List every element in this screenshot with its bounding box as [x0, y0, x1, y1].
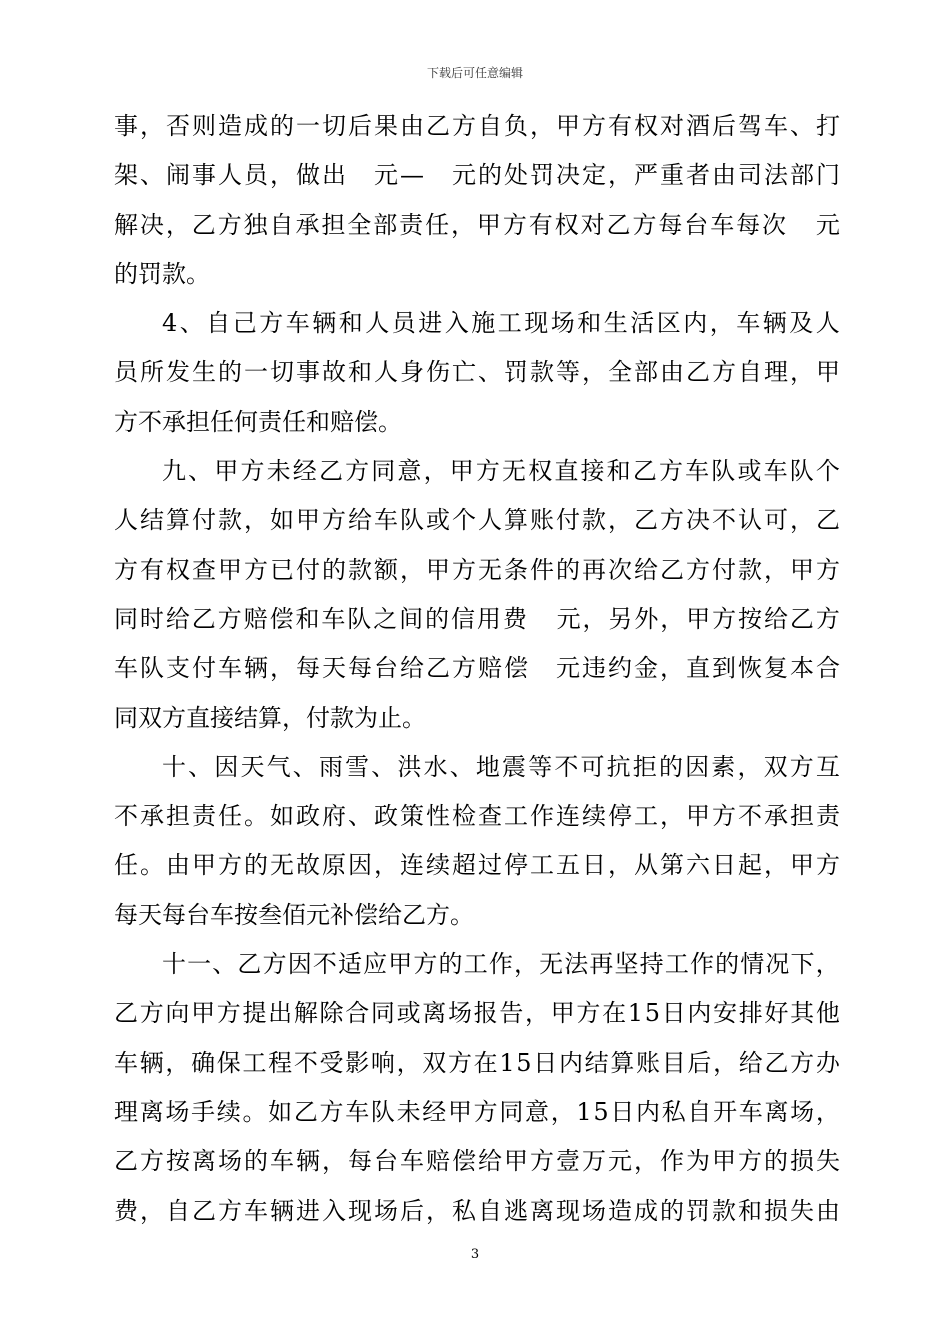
text-line: 架 、 闹 事 人 员 ， 做 出 元 — 元 的 处 罚 决 定 ， 严 重 者 由 司 法 部 门 [114, 161, 840, 190]
text-line: 方不承担任何责任和赔偿。 [114, 407, 402, 436]
text-line: 方 有 权 查 甲 方 已 付 的 款 额 ， 甲 方 无 条 件 的 再 次 给 乙 方 付 款 ， 甲 方 [114, 555, 840, 584]
text-line: 车 辆 ， 确 保 工 程 不 受 影 响 ， 双 方 在 1 5 日 内 结 算 账 目 后 ， 给 乙 方 办 [114, 1048, 840, 1077]
text-line: 同 时 给 乙 方 赔 偿 和 车 队 之 间 的 信 用 费 元 ， 另 外 ， 甲 方 按 给 乙 方 [114, 604, 840, 633]
text-line: 人 结 算 付 款 ， 如 甲 方 给 车 队 或 个 人 算 账 付 款 ， 乙 方 决 不 认 可 ， 乙 [114, 506, 840, 535]
text-line: 费 ， 自 乙 方 车 辆 进 入 现 场 后 ， 私 自 逃 离 现 场 造 成 的 罚 款 和 损 失 由 [114, 1196, 840, 1225]
text-line: 事 ， 否 则 造 成 的 一 切 后 果 由 乙 方 自 负 ， 甲 方 有 权 对 酒 后 驾 车 、 打 [114, 112, 840, 140]
text-line: 员 所 发 生 的 一 切 事 故 和 人 身 伤 亡 、 罚 款 等 ， 全 部 由 乙 方 自 理 ， 甲 [114, 358, 840, 387]
page-number: 3 [470, 1247, 480, 1262]
text-line: 不 承 担 责 任 。 如 政 府 、 政 策 性 检 查 工 作 连 续 停 工 ， 甲 方 不 承 担 责 [114, 802, 840, 831]
text-line: 十 一 、 乙 方 因 不 适 应 甲 方 的 工 作 ， 无 法 再 坚 持 工 作 的 情 况 下 ， [162, 950, 840, 979]
text-line: 每天每台车按叁佰元补偿给乙方。 [114, 900, 474, 929]
page-header: 下载后可任意编辑 [426, 66, 523, 80]
text-line: 的罚款。 [114, 259, 210, 288]
text-line: 解 决 ， 乙 方 独 自 承 担 全 部 责 任 ， 甲 方 有 权 对 乙 方 每 台 车 每 次 元 [114, 210, 840, 239]
text-line: 车 队 支 付 车 辆 ， 每 天 每 台 给 乙 方 赔 偿 元 违 约 金 ， 直 到 恢 复 本 合 [114, 654, 840, 683]
text-line: 九 、 甲 方 未 经 乙 方 同 意 ， 甲 方 无 权 直 接 和 乙 方 车 队 或 车 队 个 [162, 457, 840, 486]
text-line: 4 、 自 己 方 车 辆 和 人 员 进 入 施 工 现 场 和 生 活 区 内 ， 车 辆 及 人 [162, 309, 840, 338]
text-line: 同双方直接结算，付款为止。 [114, 703, 426, 732]
text-line: 十 、 因 天 气 、 雨 雪 、 洪 水 、 地 震 等 不 可 抗 拒 的 因 素 ， 双 方 互 [162, 752, 840, 781]
text-line: 乙 方 向 甲 方 提 出 解 除 合 同 或 离 场 报 告 ， 甲 方 在 1 5 日 内 安 排 好 其 他 [114, 999, 840, 1028]
text-line: 乙 方 按 离 场 的 车 辆 ， 每 台 车 赔 偿 给 甲 方 壹 万 元 ， 作 为 甲 方 的 损 失 [114, 1147, 840, 1176]
text-line: 理 离 场 手 续 。 如 乙 方 车 队 未 经 甲 方 同 意 ， 1 5 日 内 私 自 开 车 离 场 ， [114, 1097, 840, 1126]
document-body [114, 102, 840, 1236]
text-line: 任 。 由 甲 方 的 无 故 原 因 ， 连 续 超 过 停 工 五 日 ， 从 第 六 日 起 ， 甲 方 [114, 851, 840, 880]
